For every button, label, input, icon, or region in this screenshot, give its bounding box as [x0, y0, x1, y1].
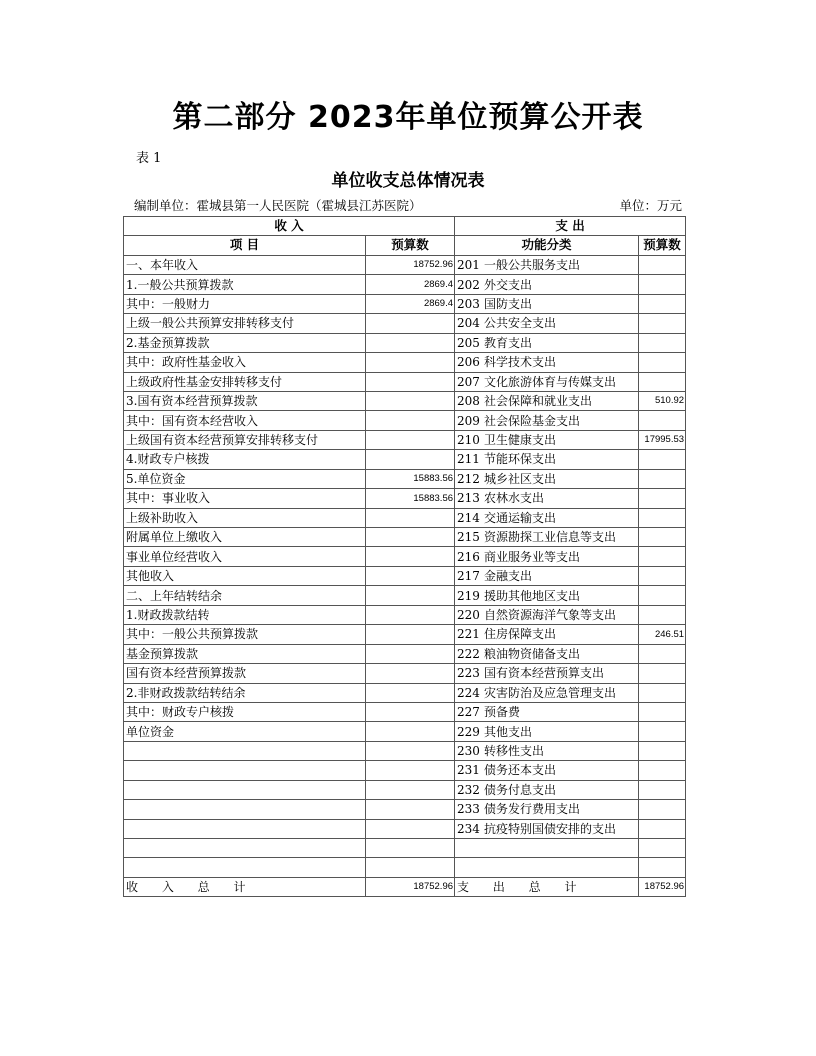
expense-item-cell: [455, 547, 639, 566]
budget-table: [123, 216, 686, 897]
expense-item-cell: [455, 741, 639, 760]
income-item-cell: 其中：一般公共预算拨款: [124, 625, 366, 644]
expense-item-cell: [455, 819, 639, 838]
expense-name: 自然资源海洋气象等支出: [484, 607, 617, 622]
table-row: [124, 839, 686, 858]
expense-item-cell: [455, 586, 639, 605]
expense-amount-cell: [639, 702, 686, 721]
table-row: [124, 391, 686, 410]
income-item-cell: 二、上年结转结余: [124, 586, 366, 605]
expense-code: 201: [457, 258, 480, 273]
expense-code: 205: [457, 335, 480, 350]
income-amount-cell: [366, 780, 455, 799]
income-amount-cell: 15883.56: [366, 469, 455, 488]
table-row: [124, 547, 686, 566]
expense-name: 节能环保支出: [484, 452, 557, 467]
expense-item-cell: [455, 255, 639, 274]
column-header-row: [124, 236, 686, 255]
expense-code: 206: [457, 355, 480, 370]
table-row: [124, 255, 686, 274]
income-item-cell: 2.基金预算拨款: [124, 333, 366, 352]
income-amount-cell: [366, 702, 455, 721]
expense-code: 233: [457, 802, 480, 817]
expense-code: 213: [457, 491, 480, 506]
table-row: [124, 294, 686, 313]
income-item-cell: 其中：财政专户核拨: [124, 702, 366, 721]
income-amount-cell: [366, 566, 455, 585]
income-item-cell: 其中：事业收入: [124, 489, 366, 508]
expense-amount-cell: [639, 528, 686, 547]
expense-name: 灾害防治及应急管理支出: [484, 685, 617, 700]
income-item-cell: 其他收入: [124, 566, 366, 585]
expense-item-cell: [455, 644, 639, 663]
expense-item-cell: [455, 761, 639, 780]
compiling-unit: 编制单位：霍城县第一人民医院（霍城县江苏医院）: [134, 198, 422, 213]
expense-amount-cell: [639, 275, 686, 294]
income-item-cell: [124, 741, 366, 760]
expense-code: 221: [457, 627, 480, 642]
expense-code: 211: [457, 452, 480, 467]
expense-code: 209: [457, 413, 480, 428]
expense-amount-cell: [639, 741, 686, 760]
expense-code: 227: [457, 705, 480, 720]
expense-item-cell: [455, 702, 639, 721]
table-row: [124, 761, 686, 780]
expense-total-value: 18752.96: [639, 877, 686, 896]
expense-code: 207: [457, 374, 480, 389]
income-item-cell: 一、本年收入: [124, 255, 366, 274]
expense-name: 公共安全支出: [484, 316, 557, 331]
expense-item-cell: [455, 391, 639, 410]
expense-amount-cell: [639, 722, 686, 741]
expense-amount-cell: [639, 683, 686, 702]
income-item-cell: [124, 819, 366, 838]
expense-code: 210: [457, 433, 480, 448]
income-amount-cell: [366, 333, 455, 352]
expense-name: 卫生健康支出: [484, 433, 557, 448]
expense-item-cell: [455, 625, 639, 644]
expense-code: 202: [457, 277, 480, 292]
table-row: [124, 605, 686, 624]
income-amount-cell: 18752.96: [366, 255, 455, 274]
expense-code: 212: [457, 471, 480, 486]
expense-amount-cell: [639, 819, 686, 838]
income-total-label: 收 入 总 计: [124, 877, 366, 896]
income-amount-cell: [366, 391, 455, 410]
expense-amount-cell: 17995.53: [639, 430, 686, 449]
income-amount-cell: [366, 586, 455, 605]
income-item-cell: 5.单位资金: [124, 469, 366, 488]
expense-amount-cell: [639, 333, 686, 352]
table-row: [124, 353, 686, 372]
income-item-cell: 2.非财政拨款结转结余: [124, 683, 366, 702]
expense-item-cell: [455, 430, 639, 449]
table-row: [124, 722, 686, 741]
expense-item-cell: [455, 839, 639, 858]
expense-item-cell: [455, 566, 639, 585]
income-amount-cell: [366, 528, 455, 547]
income-item-cell: 3.国有资本经营预算拨款: [124, 391, 366, 410]
table-row: [124, 566, 686, 585]
expense-amount-cell: [639, 780, 686, 799]
expense-item-cell: [455, 294, 639, 313]
income-item-cell: [124, 761, 366, 780]
income-item-cell: 4.财政专户核拨: [124, 450, 366, 469]
expense-name: 外交支出: [484, 277, 533, 292]
expense-name: 资源勘探工业信息等支出: [484, 530, 617, 545]
income-amount-cell: [366, 664, 455, 683]
table-row: [124, 644, 686, 663]
expense-name: 预备费: [484, 705, 521, 720]
totals-row: [124, 877, 686, 896]
table-title: 单位收支总体情况表: [331, 171, 485, 191]
expense-code: 216: [457, 549, 480, 564]
expense-name: 住房保障支出: [484, 627, 557, 642]
expense-name: 文化旅游体育与传媒支出: [484, 374, 617, 389]
expense-code: 232: [457, 782, 480, 797]
expense-code: 230: [457, 744, 480, 759]
money-unit: 单位：万元: [619, 198, 682, 213]
expense-name: 交通运输支出: [484, 510, 557, 525]
table-row: [124, 275, 686, 294]
function-class-column-header: 功能分类: [455, 236, 639, 255]
income-item-cell: 其中：一般财力: [124, 294, 366, 313]
table-row: [124, 333, 686, 352]
expense-item-cell: [455, 528, 639, 547]
income-amount-cell: [366, 625, 455, 644]
expense-name: 债务付息支出: [484, 782, 557, 797]
expense-amount-cell: 510.92: [639, 391, 686, 410]
expense-name: 债务还本支出: [484, 763, 557, 778]
income-amount-cell: 15883.56: [366, 489, 455, 508]
expense-amount-cell: [639, 664, 686, 683]
income-amount-cell: [366, 547, 455, 566]
income-amount-cell: 2869.4: [366, 294, 455, 313]
table-row: [124, 625, 686, 644]
expense-code: 223: [457, 666, 480, 681]
table-row: [124, 450, 686, 469]
expense-amount-cell: [639, 255, 686, 274]
expense-name: 抗疫特别国债安排的支出: [484, 821, 617, 836]
group-header-row: [124, 217, 686, 236]
expense-name: 国防支出: [484, 296, 533, 311]
expense-amount-column-header: 预算数: [639, 236, 686, 255]
expense-item-cell: [455, 314, 639, 333]
expense-amount-cell: [639, 761, 686, 780]
expense-item-cell: [455, 780, 639, 799]
income-amount-cell: [366, 644, 455, 663]
expense-amount-cell: [639, 839, 686, 858]
income-item-cell: 1.一般公共预算拨款: [124, 275, 366, 294]
expense-amount-cell: [639, 547, 686, 566]
expense-item-cell: [455, 372, 639, 391]
expense-item-cell: [455, 858, 639, 877]
expense-item-cell: [455, 683, 639, 702]
income-amount-cell: 2869.4: [366, 275, 455, 294]
expense-code: 229: [457, 724, 480, 739]
income-item-cell: 上级补助收入: [124, 508, 366, 527]
page-heading: 第二部分 2023年单位预算公开表: [172, 100, 644, 135]
expense-name: 教育支出: [484, 335, 533, 350]
expense-code: 224: [457, 685, 480, 700]
income-item-cell: 上级政府性基金安排转移支付: [124, 372, 366, 391]
income-item-cell: 事业单位经营收入: [124, 547, 366, 566]
income-amount-cell: [366, 819, 455, 838]
table-row: [124, 664, 686, 683]
expense-item-cell: [455, 411, 639, 430]
expense-item-cell: [455, 664, 639, 683]
expense-name: 援助其他地区支出: [484, 588, 581, 603]
table-row: [124, 528, 686, 547]
expense-name: 科学技术支出: [484, 355, 557, 370]
expense-name: 城乡社区支出: [484, 471, 557, 486]
expense-code: 231: [457, 763, 480, 778]
expense-total-label: 支 出 总 计: [455, 877, 639, 896]
table-row: [124, 489, 686, 508]
expense-item-cell: [455, 800, 639, 819]
income-amount-cell: [366, 605, 455, 624]
income-amount-column-header: 预算数: [366, 236, 455, 255]
expense-amount-cell: [639, 411, 686, 430]
expense-amount-cell: [639, 489, 686, 508]
table-row: [124, 780, 686, 799]
expense-amount-cell: [639, 800, 686, 819]
income-amount-cell: [366, 741, 455, 760]
table-row: [124, 372, 686, 391]
expense-name: 债务发行费用支出: [484, 802, 581, 817]
expense-name: 国有资本经营预算支出: [484, 666, 605, 681]
expense-amount-cell: [639, 314, 686, 333]
expense-name: 一般公共服务支出: [484, 258, 581, 273]
income-amount-cell: [366, 314, 455, 333]
expense-code: 234: [457, 821, 480, 836]
income-item-cell: [124, 858, 366, 877]
expense-amount-cell: [639, 294, 686, 313]
expense-amount-cell: [639, 508, 686, 527]
item-column-header: 项 目: [124, 236, 366, 255]
income-amount-cell: [366, 430, 455, 449]
expense-item-cell: [455, 722, 639, 741]
income-item-cell: 1.财政拨款结转: [124, 605, 366, 624]
expense-amount-cell: [639, 372, 686, 391]
expense-amount-cell: [639, 586, 686, 605]
expense-code: 219: [457, 588, 480, 603]
expense-name: 农林水支出: [484, 491, 545, 506]
table-row: [124, 800, 686, 819]
income-amount-cell: [366, 761, 455, 780]
income-item-cell: 单位资金: [124, 722, 366, 741]
income-amount-cell: [366, 411, 455, 430]
expense-amount-cell: [639, 469, 686, 488]
income-amount-cell: [366, 800, 455, 819]
income-item-cell: 其中：国有资本经营收入: [124, 411, 366, 430]
table-row: [124, 819, 686, 838]
expense-name: 其他支出: [484, 724, 533, 739]
income-amount-cell: [366, 450, 455, 469]
expense-name: 转移性支出: [484, 744, 545, 759]
expense-item-cell: [455, 333, 639, 352]
expense-item-cell: [455, 275, 639, 294]
expense-amount-cell: [639, 858, 686, 877]
income-amount-cell: [366, 683, 455, 702]
table-row: [124, 702, 686, 721]
expense-amount-cell: [639, 605, 686, 624]
expense-code: 222: [457, 646, 480, 661]
expense-item-cell: [455, 489, 639, 508]
expense-code: 217: [457, 569, 480, 584]
table-row: [124, 508, 686, 527]
income-item-cell: [124, 839, 366, 858]
income-item-cell: 附属单位上缴收入: [124, 528, 366, 547]
expense-item-cell: [455, 605, 639, 624]
income-item-cell: [124, 780, 366, 799]
income-amount-cell: [366, 372, 455, 391]
income-total-value: 18752.96: [366, 877, 455, 896]
expense-name: 粮油物资储备支出: [484, 646, 581, 661]
table-row: [124, 430, 686, 449]
table-row: [124, 741, 686, 760]
table-row: [124, 858, 686, 877]
income-amount-cell: [366, 722, 455, 741]
expense-code: 203: [457, 296, 480, 311]
expense-name: 社会保障和就业支出: [484, 394, 593, 409]
income-item-cell: 其中：政府性基金收入: [124, 353, 366, 372]
expense-item-cell: [455, 450, 639, 469]
expense-amount-cell: [639, 353, 686, 372]
expense-amount-cell: 246.51: [639, 625, 686, 644]
table-row: [124, 586, 686, 605]
income-item-cell: 上级一般公共预算安排转移支付: [124, 314, 366, 333]
expense-amount-cell: [639, 450, 686, 469]
expense-name: 商业服务业等支出: [484, 549, 581, 564]
expense-code: 220: [457, 607, 480, 622]
income-item-cell: 基金预算拨款: [124, 644, 366, 663]
table-row: [124, 411, 686, 430]
table-number: 表 1: [136, 151, 162, 166]
expense-group-header: 支 出: [455, 217, 686, 236]
expense-item-cell: [455, 469, 639, 488]
income-amount-cell: [366, 839, 455, 858]
table-row: [124, 469, 686, 488]
expense-code: 215: [457, 530, 480, 545]
income-item-cell: [124, 800, 366, 819]
expense-item-cell: [455, 353, 639, 372]
income-amount-cell: [366, 353, 455, 372]
expense-code: 214: [457, 510, 480, 525]
expense-name: 金融支出: [484, 569, 533, 584]
expense-code: 204: [457, 316, 480, 331]
expense-code: 208: [457, 394, 480, 409]
expense-amount-cell: [639, 566, 686, 585]
income-item-cell: 上级国有资本经营预算安排转移支付: [124, 430, 366, 449]
expense-amount-cell: [639, 644, 686, 663]
budget-table-body: [124, 217, 686, 897]
income-group-header: 收 入: [124, 217, 455, 236]
table-row: [124, 683, 686, 702]
income-item-cell: 国有资本经营预算拨款: [124, 664, 366, 683]
expense-item-cell: [455, 508, 639, 527]
table-row: [124, 314, 686, 333]
income-amount-cell: [366, 858, 455, 877]
income-amount-cell: [366, 508, 455, 527]
expense-name: 社会保险基金支出: [484, 413, 581, 428]
